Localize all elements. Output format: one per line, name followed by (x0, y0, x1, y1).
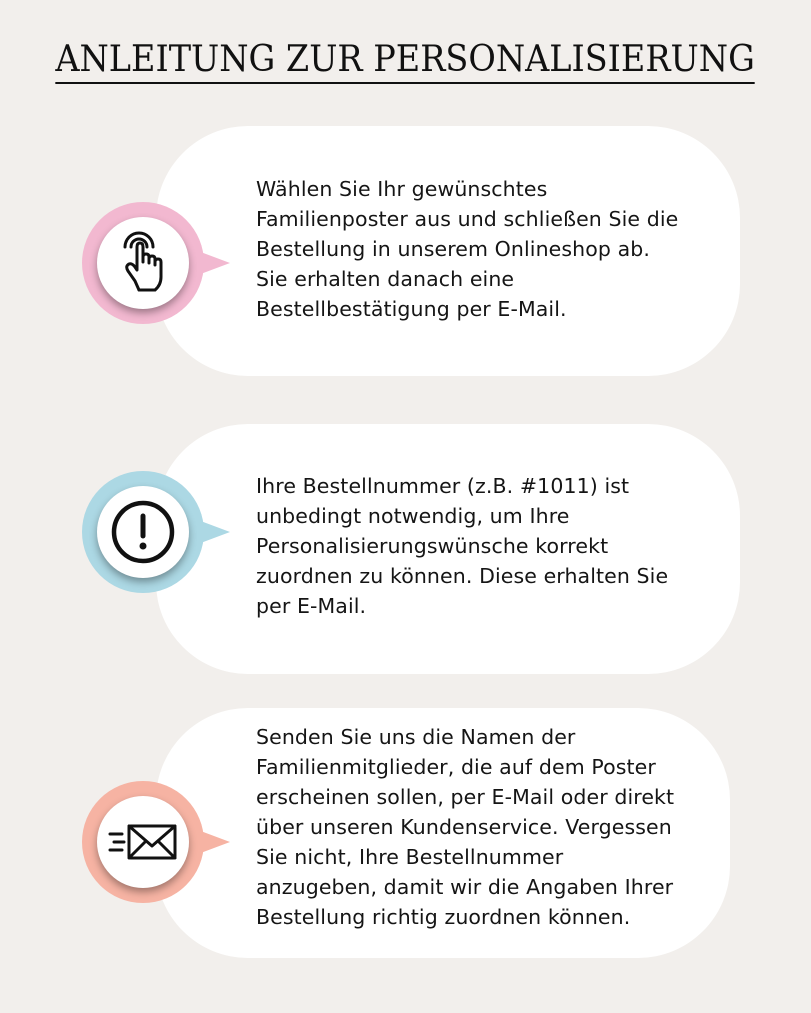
step-3-line: Familienmitglieder, die auf dem Poster (256, 755, 656, 779)
hand-pointer-icon (97, 217, 189, 309)
step-2-line: zuordnen zu können. Diese erhalten Sie (256, 564, 669, 588)
step-1-line: Bestellung in unserem Onlineshop ab. (256, 237, 651, 261)
step-3-line: anzugeben, damit wir die Angaben Ihrer (256, 875, 674, 899)
step-2-line: per E-Mail. (256, 594, 367, 618)
step-1-line: Sie erhalten danach eine (256, 267, 515, 291)
step-3-line: Sie nicht, Ihre Bestellnummer (256, 845, 564, 869)
step-3-line: über unseren Kundenservice. Vergessen (256, 815, 672, 839)
step-1-text (256, 174, 716, 324)
step-3-text (256, 722, 716, 932)
step-1-line: Bestellbestätigung per E-Mail. (256, 297, 567, 321)
step-2-line: Personalisierungswünsche korrekt (256, 534, 609, 558)
step-3-line: Senden Sie uns die Namen der (256, 725, 576, 749)
step-3-line: erscheinen sollen, per E-Mail oder direkt (256, 785, 675, 809)
step-3-pointer (198, 830, 230, 854)
step-3-line: Bestellung richtig zuordnen können. (256, 905, 631, 929)
exclamation-circle-icon (97, 486, 189, 578)
page-title-text: ANLEITUNG ZUR PERSONALISIERUNG (56, 38, 755, 84)
step-2-pointer (198, 520, 230, 544)
step-1-line: Familienposter aus und schließen Sie die (256, 207, 679, 231)
step-1-pointer (198, 251, 230, 275)
step-2-line: Ihre Bestellnummer (z.B. #1011) ist (256, 474, 630, 498)
step-1-line: Wählen Sie Ihr gewünschtes (256, 177, 548, 201)
step-2-text (256, 471, 716, 621)
envelope-icon (97, 796, 189, 888)
page-title (0, 38, 811, 84)
step-2-line: unbedingt notwendig, um Ihre (256, 504, 570, 528)
